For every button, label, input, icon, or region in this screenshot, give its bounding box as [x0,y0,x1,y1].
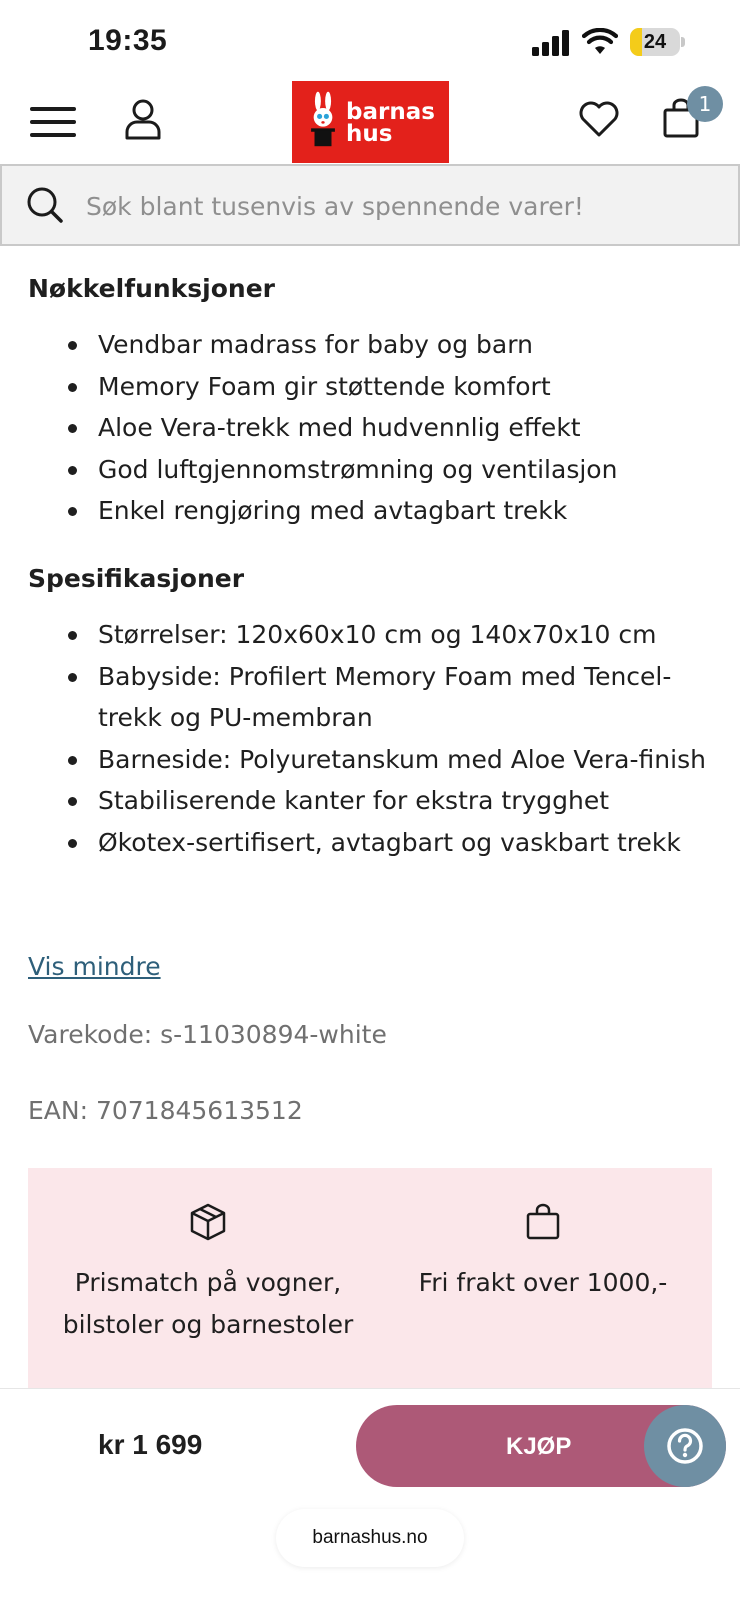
list-item: Babyside: Profilert Memory Foam med Tencel-trekk og PU-membran [68,656,718,739]
list-item: God luftgjennomstrømning og ventilasjon [68,449,718,491]
ean-text: EAN: 7071845613512 [28,1096,303,1125]
help-button[interactable] [644,1405,726,1487]
status-time: 19:35 [88,24,168,57]
free-shipping-text: Fri frakt over 1000,- [418,1268,668,1297]
free-shipping-info [388,1168,698,1304]
list-item: Enkel rengjøring med avtagbart trekk [68,490,718,532]
price: kr 1 699 [98,1429,203,1460]
features-list [68,324,718,532]
usp-box [28,1168,712,1388]
search-input[interactable] [86,186,726,226]
search-icon[interactable] [26,186,64,224]
logo-text: barnas hus [346,99,435,147]
search-bar[interactable] [0,164,740,246]
list-item: Stabiliserende kanter for ekstra trygghet [68,780,718,822]
barnashus-logo[interactable] [292,81,449,163]
question-mark-icon [644,1405,726,1487]
list-item: Økotex-sertifisert, avtagbart og vaskbart trekk [68,822,718,864]
heart-icon[interactable] [578,100,620,138]
list-item: Memory Foam gir støttende komfort [68,366,718,408]
cellular-signal-icon [532,30,572,56]
battery-level: 24 [643,31,667,53]
battery-icon [630,28,684,56]
list-item: Barneside: Polyuretanskum med Aloe Vera-finish [68,739,718,781]
hamburger-menu-icon[interactable] [30,105,76,139]
purchase-bar [0,1388,740,1600]
browser-url-bar[interactable]: barnashus.no [276,1509,464,1567]
specs-list [68,614,718,863]
site-header [0,80,740,164]
specs-heading: Spesifikasjoner [28,564,245,593]
buy-button-label: KJØP [506,1433,572,1460]
status-bar [0,0,740,84]
show-less-link[interactable]: Vis mindre [28,952,161,981]
list-item: Vendbar madrass for baby og barn [68,324,718,366]
list-item: Størrelser: 120x60x10 cm og 140x70x10 cm [68,614,718,656]
sku-text: Varekode: s-11030894-white [28,1020,387,1049]
shopping-bag-icon [523,1202,563,1242]
cart-count-badge[interactable]: 1 [687,86,723,122]
rabbit-in-hat-icon [306,89,340,149]
price-match-text: Prismatch på vogner, bilstoler og barnestoler [62,1268,354,1339]
price-match-info [48,1168,368,1345]
wifi-icon [582,28,618,56]
package-icon [188,1202,228,1242]
list-item: Aloe Vera-trekk med hudvennlig effekt [68,407,718,449]
features-heading: Nøkkelfunksjoner [28,274,276,303]
user-icon[interactable] [124,98,162,140]
